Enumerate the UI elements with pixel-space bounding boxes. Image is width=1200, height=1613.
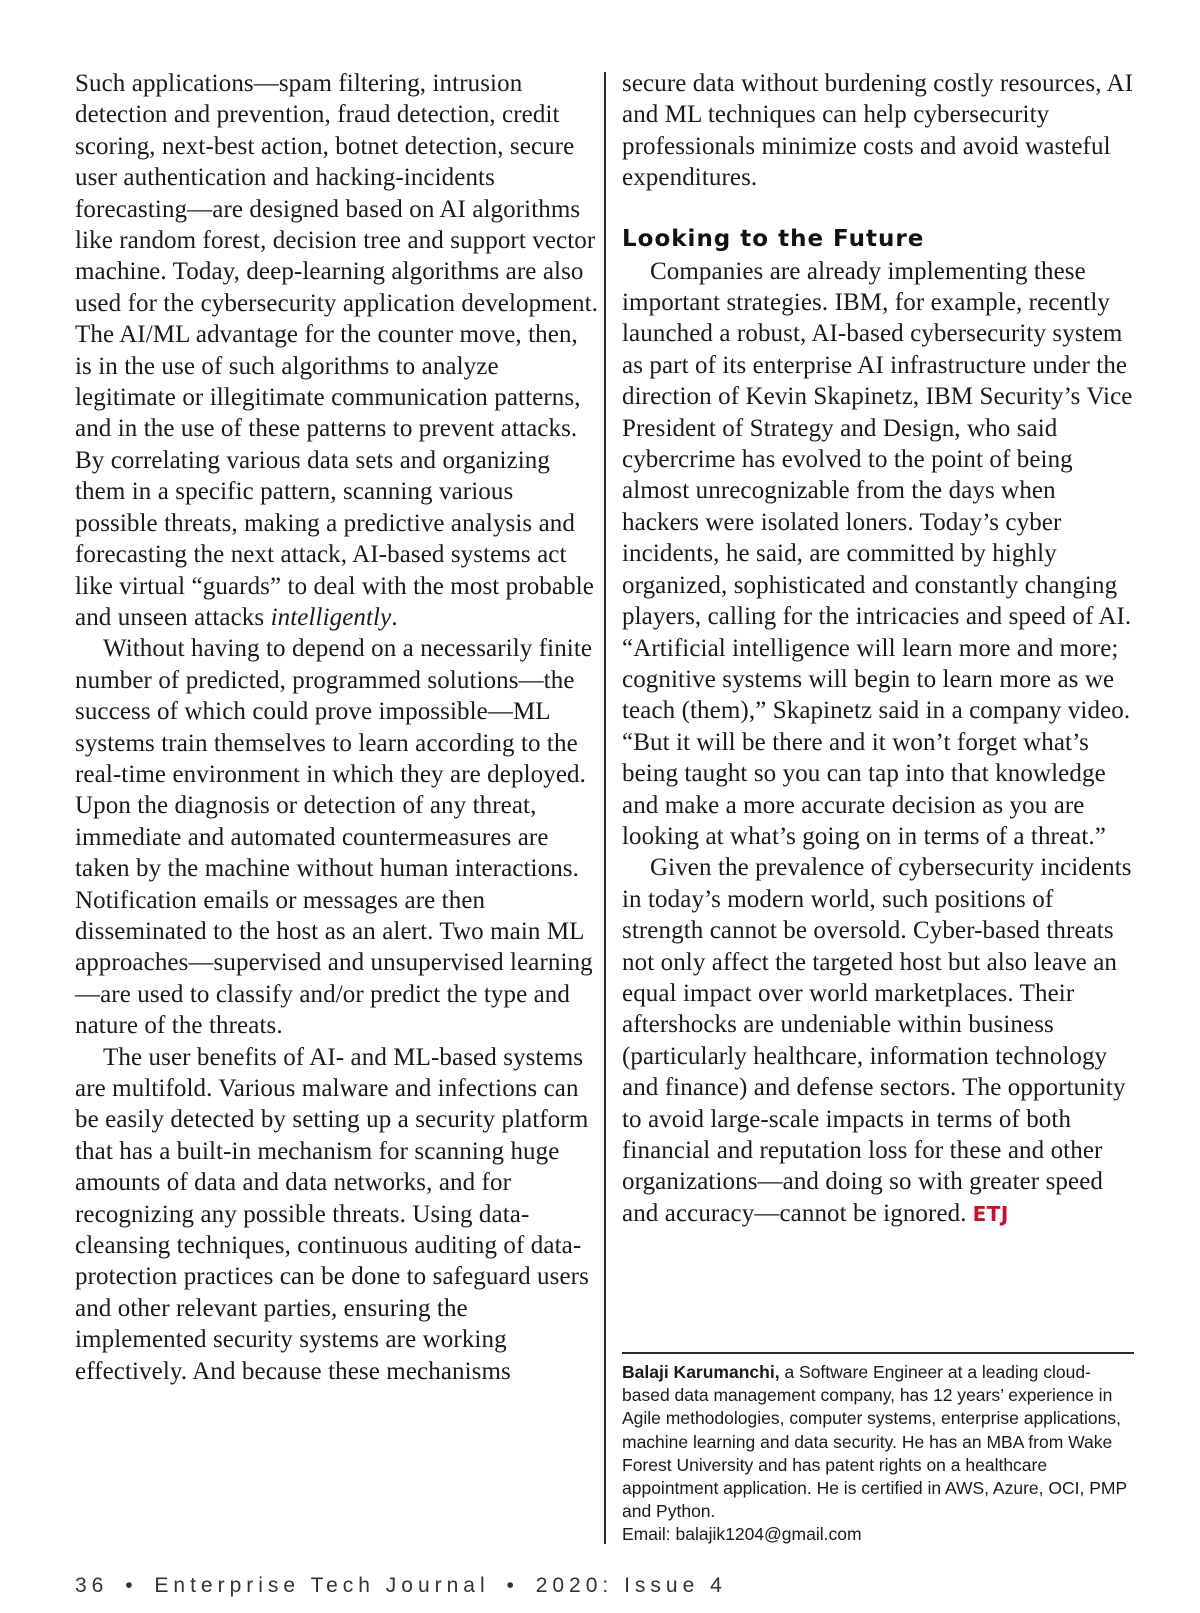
paragraph-continuation: secure data without burdening costly resources, AI and ML techniques can help cybersecurity professionals minimize costs and avoid wasteful expenditures. [622,70,1134,192]
author-email[interactable]: balajik1204@gmail.com [675,1524,862,1545]
column-divider [604,72,606,1544]
page-number: 36 [75,1574,109,1597]
etj-end-mark: ETJ [972,1201,1009,1226]
issue-label: 2020: Issue 4 [535,1574,727,1597]
paragraph-text: Given the prevalence of cybersecurity incidents in today’s modern world, such positions of strength cannot be oversold. Cyber-based threats not only affect the targeted host but also leave an equal impact over world marketplaces. Their aftershocks are undeniable within business (particularly healthcare, information technology and finance) and defense sectors. The opportunity to avoid large-scale impacts in terms of both financial and reputation loss for these and other organizations—and doing so with greater speed and accuracy—cannot be ignored. [622,854,1132,1227]
paragraph: The user benefits of AI- and ML-based systems are multifold. Various malware and infections can be easily detected by setting up a security platform that has a built-in mechanism for scanning huge amounts of data and data networks, and for recognizing any possible threats. Using data-cleansing techniques, continuous auditing of data-protection practices can be done to safeguard users and other relevant parties, ensuring the implemented security systems are working effectively. And because these mechanisms [75,1043,589,1385]
paragraph [622,852,1134,1230]
publication-name: Enterprise Tech Journal [154,1574,490,1597]
author-name: Balaji Karumanchi, [622,1362,780,1382]
right-column [622,68,1134,1230]
bio-divider [622,1352,1134,1354]
left-column [75,68,600,1387]
page-footer [75,1574,727,1598]
paragraph: Without having to depend on a necessarily finite number of predicted, programmed solutions—the success of which could prove impossible—ML systems train themselves to learn according to the real-time environment in which they are deployed. Upon the diagnosis or detection of any threat, immediate and automated countermeasures are taken by the machine without human interactions. Notification emails or messages are then disseminated to the host as an alert. Two main ML approaches—supervised and unsupervised learning—are used to classify and/or predict the type and nature of the threats. [75,635,593,1040]
section-heading: Looking to the Future [622,225,925,252]
separator-dot: • [125,1574,138,1597]
paragraph [75,68,600,633]
italic-word: intelligently [270,603,392,631]
separator-dot: • [506,1574,519,1597]
paragraph-text: Such applications—spam filtering, intrusion detection and prevention, fraud detection, credit scoring, next-best action, botnet detection, secure user authentication and hacking-incidents forecasting—are designed based on AI algorithms like random forest, decision tree and support vector machine. Today, deep-learning algorithms are also used for the cybersecurity application development. The AI/ML advantage for the counter move, then, is in the use of such algorithms to analyze legitimate or illegitimate communication patterns, and in the use of these patterns to prevent attacks. By correlating various data sets and organizing them in a specific pattern, scanning various possible threats, making a predictive analysis and forecasting the next attack, AI-based systems act like virtual “guards” to deal with the most probable and unseen attacks [75,70,598,631]
email-label: Email: [622,1524,671,1545]
author-bio-text: a Software Engineer at a leading cloud-based data management company, has 12 years’ experience in Agile methodologies, computer systems, enterprise applications, machine learning and data security. He has an MBA from Wake Forest University and has patent rights on a healthcare appointment application. He is certified in AWS, Azure, OCI, PMP and Python. [622,1362,1127,1522]
paragraph: Companies are already implementing these important strategies. IBM, for example, recently launched a robust, AI-based cybersecurity system as part of its enterprise AI infrastructure under the direction of Kevin Skapinetz, IBM Security’s Vice President of Strategy and Design, who said cybercrime has evolved to the point of being almost unrecognizable from the days when hackers were isolated loners. Today’s cyber incidents, he said, are committed by highly organized, sophisticated and constantly changing players, calling for the intricacies and speed of AI. “Artificial intelligence will learn more and more; cognitive systems will begin to learn more as we teach (them),” Skapinetz said in a company video. “But it will be there and it won’t forget what’s being taught so you can tap into that knowledge and make a more accurate decision as you are looking at what’s going on in terms of a threat.” [622,257,1133,850]
author-bio [622,1361,1134,1547]
italic-suffix: . [391,603,398,631]
